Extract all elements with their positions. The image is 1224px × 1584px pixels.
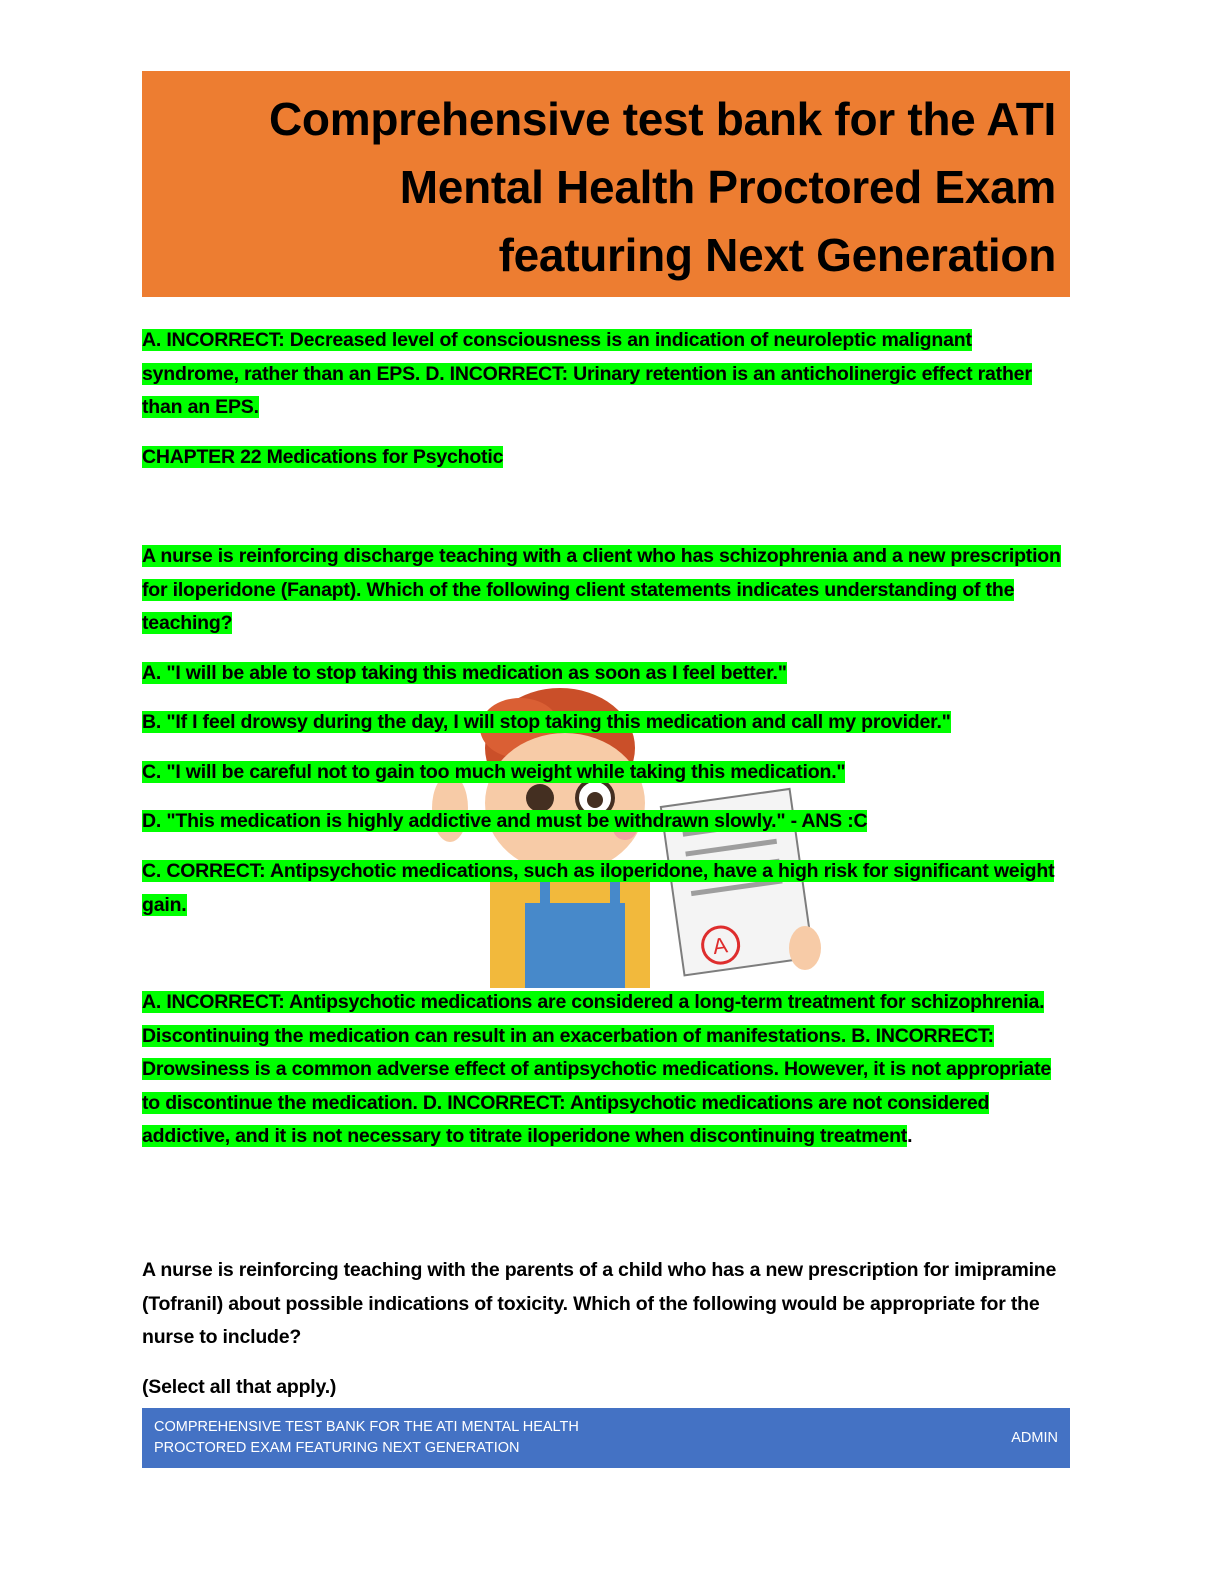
footer-author: ADMIN [1011,1430,1058,1446]
title-band [142,71,1070,297]
option-d: D. "This medication is highly addictive and must be withdrawn slowly." - ANS :C [142,810,868,832]
title-line-3: featuring Next Generation [498,229,1056,281]
title-line-1: Comprehensive test bank for the ATI [269,93,1056,145]
grade-mark: A [711,932,730,960]
question-2: A nurse is reinforcing teaching with the parents of a child who has a new prescription for imipramine (Tofranil) about possible indications of toxicity. Which of the following would be appropriate for the nurse to include? [142,1259,1057,1349]
option-c: C. "I will be careful not to gain too much weight while taking this medication." [142,761,846,783]
correct-rationale: C. CORRECT: Antipsychotic medications, such as iloperidone, have a high risk for significant weight gain. [142,860,1055,916]
option-a: A. "I will be able to stop taking this medication as soon as I feel better." [142,662,787,684]
footer-document-title: COMPREHENSIVE TEST BANK FOR THE ATI MENTAL HEALTH PROCTORED EXAM FEATURING NEXT GENERATION [154,1419,579,1456]
title-line-2: Mental Health Proctored Exam [399,161,1056,213]
select-all-note: (Select all that apply.) [142,1376,337,1398]
incorrect-rationale: A. INCORRECT: Antipsychotic medications are considered a long-term treatment for schizophrenia. Discontinuing the medication can result in an exacerbation of manifestations. B. INCORRECT: Drowsiness is a common adverse effect of antipsychotic medications. However, it is not appropriate to discontinue the medication. D. INCORRECT: Antipsychotic medications are not considered addictive, and it is not necessary to titrate iloperidone when discontinuing treatment. [142,991,1052,1148]
question-1: A nurse is reinforcing discharge teaching with a client who has schizophrenia and a new prescription for iloperidone (Fanapt). Which of the following client statements indicates understanding of the teaching? [142,545,1061,635]
chapter-heading: CHAPTER 22 Medications for Psychotic [142,446,504,468]
rationale-paragraph-prev: A. INCORRECT: Decreased level of consciousness is an indication of neuroleptic malignant syndrome, rather than an EPS. D. INCORRECT: Urinary retention is an anticholinergic effect rather than an EPS. [142,329,1032,419]
footer-band [142,1408,1070,1468]
option-b: B. "If I feel drowsy during the day, I will stop taking this medication and call my provider." [142,711,951,733]
document-title [172,85,1056,289]
